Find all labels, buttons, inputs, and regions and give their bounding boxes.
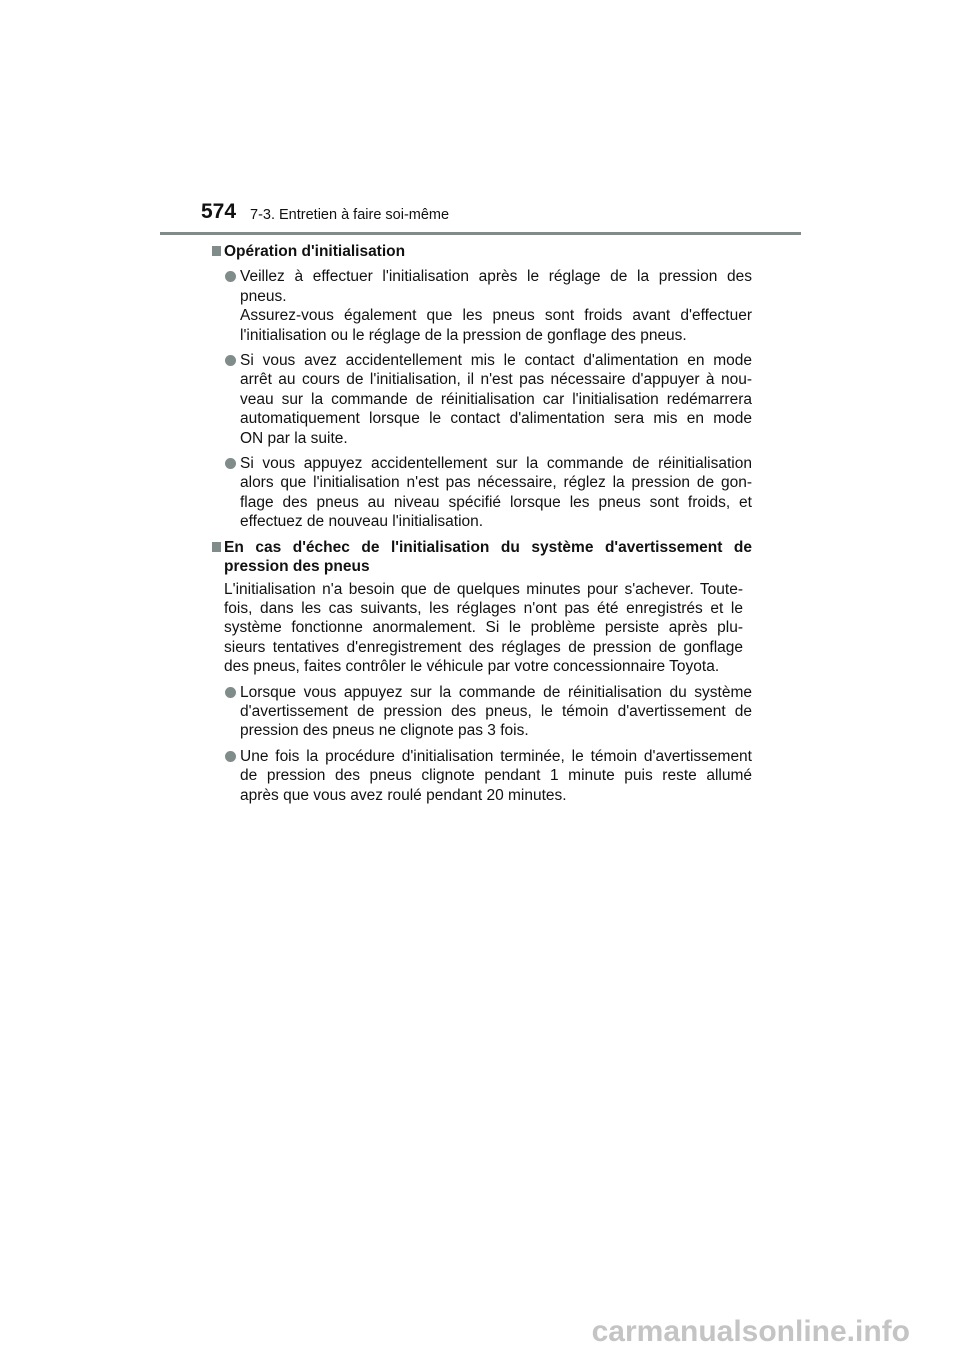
round-bullet-icon [225,458,236,469]
heading-line: Opération d'initialisation [224,243,406,260]
round-bullet-icon [225,687,236,698]
bullet-line: Assurez-vous également que les pneus sont froids avant d'effectuer [240,307,752,325]
bullet-line: pression des pneus ne clignote pas 3 fois. [240,722,529,740]
bullet-line: de pression des pneus clignote pendant 1 minute puis reste allumé [240,767,752,785]
round-bullet-icon [225,271,236,282]
bullet-line: Une fois la procédure d'initialisation terminée, le témoin d'avertissement [240,747,752,765]
page-number: 574 [201,200,237,223]
intro-line: fois, dans les cas suivants, les réglages n'ont pas été enregistrés et le [224,599,743,617]
section-intro [210,580,752,677]
bullet-item [210,747,752,805]
page-header [0,0,960,240]
bullet-line: Si vous avez accidentellement mis le contact d'alimentation en mode [240,352,752,370]
bullet-line: arrêt au cours de l'initialisation, il n'est pas nécessaire d'appuyer à nou- [240,371,752,389]
square-bullet-icon [212,542,221,552]
bullet-item [210,351,752,448]
round-bullet-icon [225,355,236,366]
intro-line: système fonctionne anormalement. Si le problème persiste après plu- [224,619,743,637]
bullet-line: après que vous avez roulé pendant 20 minutes. [240,786,567,804]
bullet-line: Si vous appuyez accidentellement sur la commande de réinitialisation [240,455,752,473]
bullet-line: Lorsque vous appuyez sur la commande de réinitialisation du système [240,683,752,701]
bullet-line: d'avertissement de pression des pneus, le témoin d'avertissement de [240,702,752,720]
intro-line: des pneus, faites contrôler le véhicule par votre concessionnaire Toyota. [224,658,720,676]
bullet-line: l'initialisation ou le réglage de la pression de gonflage des pneus. [240,326,687,344]
section [210,538,752,805]
section-heading [210,242,752,261]
round-bullet-icon [225,751,236,762]
bullet-item [210,454,752,532]
bullet-line: flage des pneus au niveau spécifié lorsque les pneus sont froids, et [240,493,752,511]
bullet-line: alors que l'initialisation n'est pas nécessaire, réglez la pression de gon- [240,474,752,492]
bullet-line: automatiquement lorsque le contact d'alimentation sera mis en mode [240,410,752,428]
bullet-line: ON par la suite. [240,429,348,447]
section-heading [210,538,752,577]
section [210,242,752,532]
bullet-line: veau sur la commande de réinitialisation car l'initialisation redémarrera [240,390,752,408]
bullet-line: Veillez à effectuer l'initialisation après le réglage de la pression des [240,268,752,286]
intro-line: sieurs tentatives d'enregistrement des réglages de pression de gonflage [224,638,743,656]
bullet-item [210,683,752,741]
bullet-line: effectuez de nouveau l'initialisation. [240,513,484,531]
bullet-item [210,267,752,345]
header-divider [160,232,801,235]
watermark-text: carmanualsonline.info [591,1315,910,1348]
heading-line: En cas d'échec de l'initialisation du système d'avertissement de [224,538,752,556]
page-content [210,242,752,811]
intro-line: L'initialisation n'a besoin que de quelques minutes pour s'achever. Toute- [224,580,743,598]
square-bullet-icon [212,246,221,256]
bullet-line: pneus. [240,287,287,305]
heading-line: pression des pneus [224,558,370,576]
section-title: 7-3. Entretien à faire soi-même [250,207,450,223]
